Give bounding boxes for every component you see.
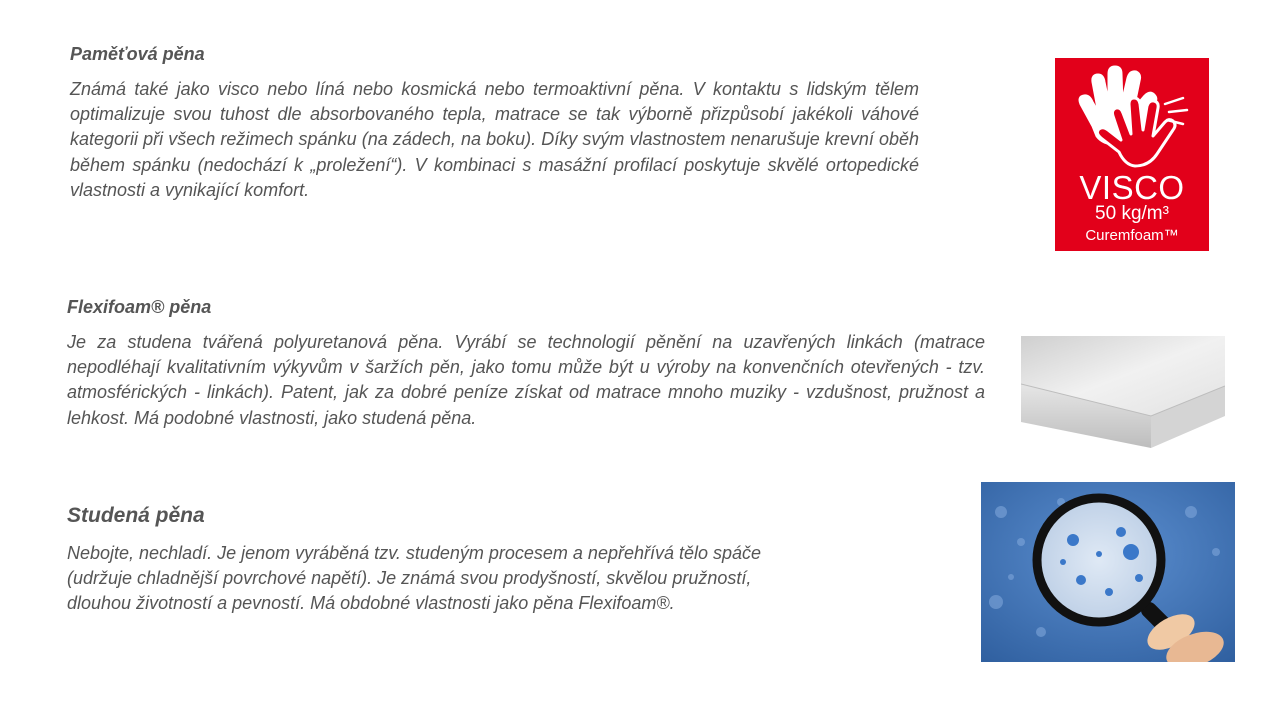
section-title-cold-foam: Studená pěna: [67, 504, 205, 527]
density-label: 50 kg/m³: [1095, 203, 1169, 224]
section-text-flexifoam: Je za studena tvářená polyuretanová pěna. Vyrábí se technologií pěnění na uzavřených linkách (matrace nepodléhají kvalitativním výkyvům v šaržích pěn, jako tomu může být u výroby na konvenčních otevřených - tzv. atmosférických - linkách). Patent, jak za dobré peníze získat od matrace mnoho muziky - vzdušnost, pružnost a lehkost. Má podobné vlastnosti, jako studená pěna.: [67, 332, 985, 428]
visco-label: VISCO: [1079, 169, 1185, 206]
section-title-flexifoam: Flexifoam® pěna: [67, 297, 212, 317]
magnifying-glass-image: [981, 482, 1235, 662]
hands-icon: [1073, 64, 1191, 172]
section-title-memory-foam: Paměťová pěna: [70, 44, 205, 64]
section-text-cold-foam: Nebojte, nechladí. Je jenom vyráběná tzv. studeným procesem a nepřehřívá tělo spáče (udržuje chladnější povrchové napětí). Je známá svou prodyšností, skvělou pružností, dlouhou životností a pevností. Má obdobné vlastnosti jako pěna Flexifoam®.: [67, 543, 762, 614]
foam-slab-image: [1021, 336, 1225, 448]
section-text-memory-foam: Známá také jako visco nebo líná nebo kosmická nebo termoaktivní pěna. V kontaktu s lidským tělem optimalizuje svou tuhost dle absorbovaného tepla, matrace se tak výborně přizpůsobí jakékoli váhové kategorii při všech režimech spánku (na zádech, na boku). Díky svým vlastnostem nenarušuje krevní oběh během spánku (nedochází k „proležení“). V kombinaci s masážní profilací poskytuje skvělé ortopedické vlastnosti a vynikající komfort.: [70, 79, 919, 200]
visco-badge: [1055, 58, 1209, 251]
brand-label: Curemfoam™: [1085, 227, 1179, 244]
